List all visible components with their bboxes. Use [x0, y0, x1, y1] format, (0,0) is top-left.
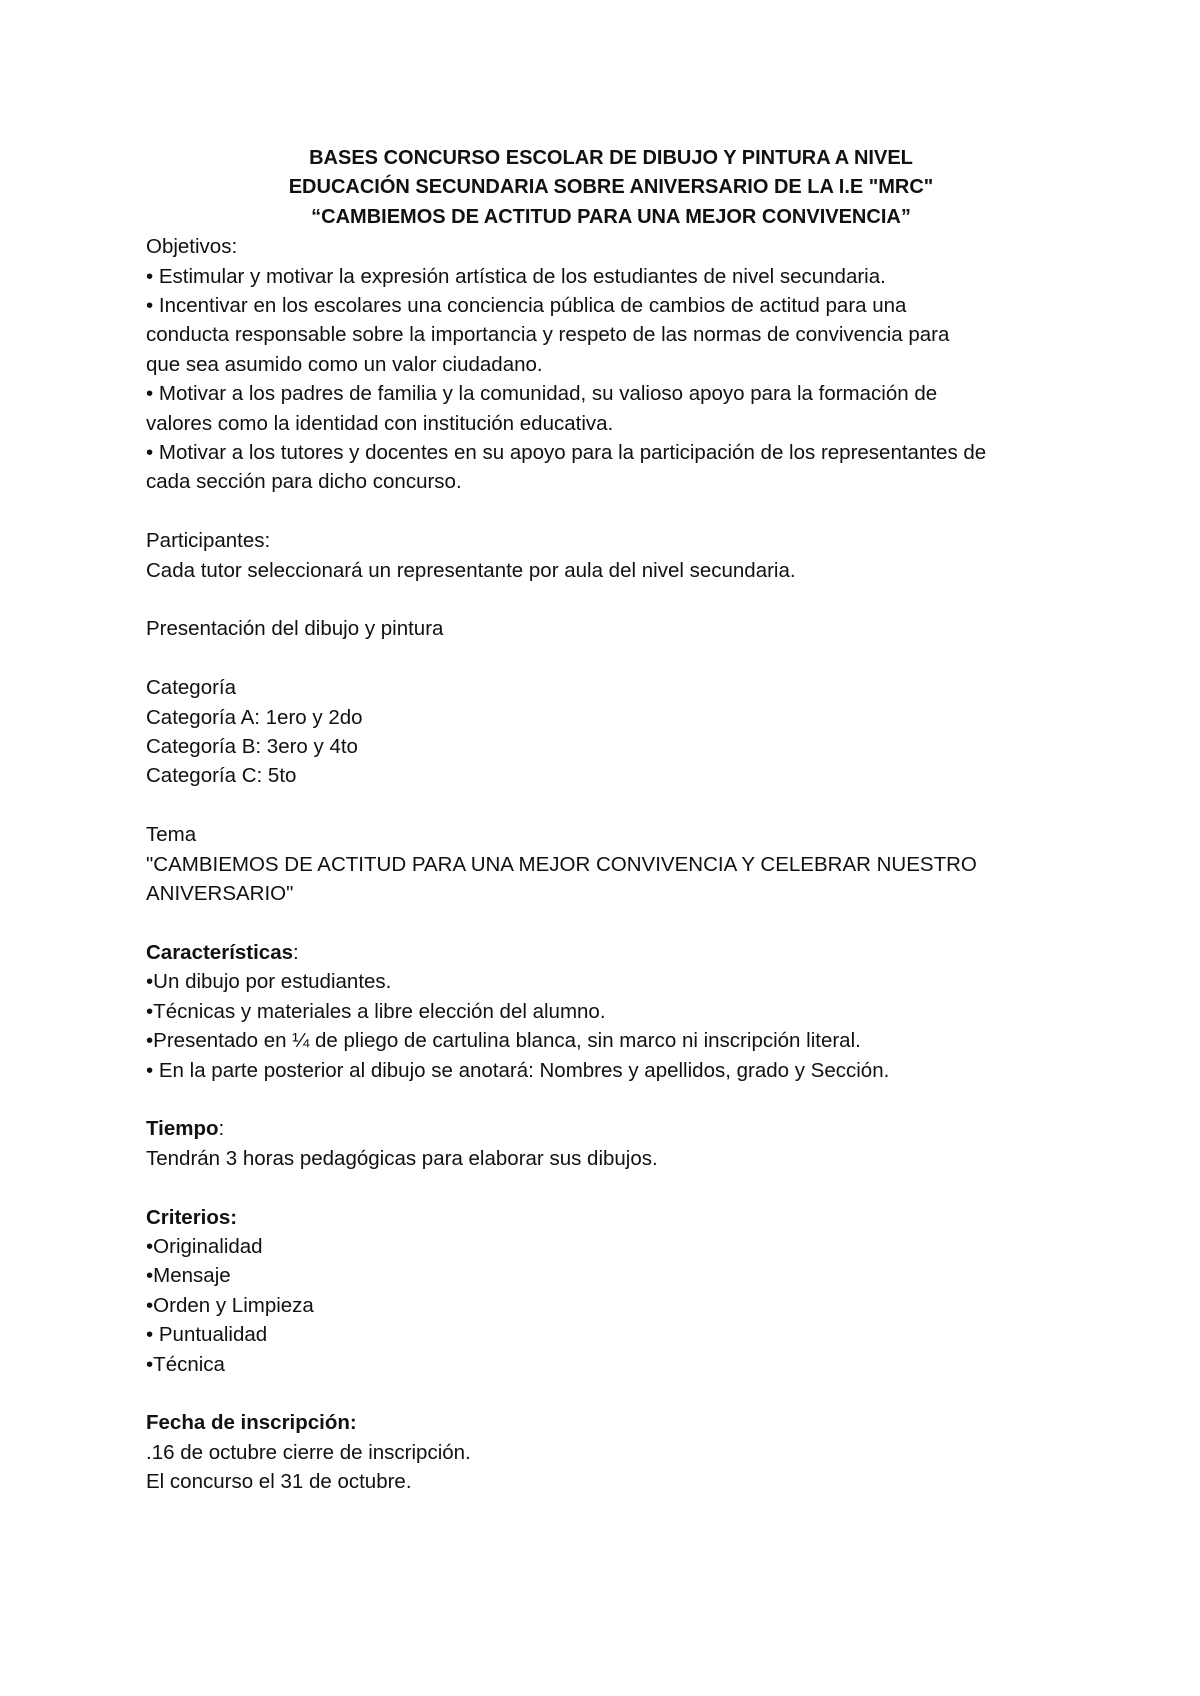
caracteristicas-item: •Presentado en ¼ de pliego de cartulina blanca, sin marco ni inscripción literal. [146, 1029, 861, 1053]
title-line-3: “CAMBIEMOS DE ACTITUD PARA UNA MEJOR CONVIVENCIA” [311, 205, 911, 228]
caracteristicas-heading-line [146, 938, 1076, 967]
tiempo-section [146, 1114, 1076, 1173]
caracteristicas-item: • En la parte posterior al dibujo se anotará: Nombres y apellidos, grado y Sección. [146, 1058, 890, 1082]
criterios-item: •Técnica [146, 1352, 225, 1376]
participantes-text: Cada tutor seleccionará un representante por aula del nivel secundaria. [146, 558, 796, 582]
fecha-line: .16 de octubre cierre de inscripción. [146, 1440, 471, 1464]
tema-line: ANIVERSARIO" [146, 882, 294, 906]
objetivos-section [146, 232, 1076, 497]
criterios-item: •Orden y Limpieza [146, 1293, 314, 1317]
participantes-heading: Participantes: [146, 529, 271, 553]
objetivos-line: valores como la identidad con institución educativa. [146, 411, 614, 435]
criterios-item: • Puntualidad [146, 1323, 268, 1347]
presentacion-section [146, 614, 1076, 643]
categoria-section [146, 673, 1076, 791]
fecha-line: El concurso el 31 de octubre. [146, 1470, 412, 1494]
fecha-section [146, 1408, 1076, 1496]
caracteristicas-colon: : [293, 940, 299, 964]
objetivos-line: • Motivar a los padres de familia y la comunidad, su valioso apoyo para la formación de [146, 382, 938, 406]
document-body [146, 144, 1076, 1497]
objetivos-line: • Incentivar en los escolares una conciencia pública de cambios de actitud para una [146, 294, 907, 318]
objetivos-heading: Objetivos: [146, 235, 238, 259]
tema-line: "CAMBIEMOS DE ACTITUD PARA UNA MEJOR CONVIVENCIA Y CELEBRAR NUESTRO [146, 852, 977, 876]
objetivos-line: que sea asumido como un valor ciudadano. [146, 352, 543, 376]
objetivos-line: conducta responsable sobre la importancia y respeto de las normas de convivencia para [146, 323, 950, 347]
tiempo-text: Tendrán 3 horas pedagógicas para elaborar sus dibujos. [146, 1146, 658, 1170]
caracteristicas-item: •Técnicas y materiales a libre elección del alumno. [146, 999, 606, 1023]
spacer [146, 644, 1076, 673]
title-line-1: BASES CONCURSO ESCOLAR DE DIBUJO Y PINTURA A NIVEL [309, 147, 913, 169]
tiempo-heading: Tiempo [146, 1117, 219, 1141]
tema-section [146, 820, 1076, 908]
tema-heading: Tema [146, 823, 197, 847]
spacer [146, 1173, 1076, 1202]
participantes-section [146, 526, 1076, 585]
spacer [146, 791, 1076, 820]
presentacion-heading: Presentación del dibujo y pintura [146, 617, 444, 641]
spacer [146, 909, 1076, 938]
tiempo-heading-line [146, 1114, 1076, 1143]
document-title [146, 144, 1076, 232]
caracteristicas-heading: Características [146, 940, 294, 964]
criterios-item: •Mensaje [146, 1264, 231, 1288]
spacer [146, 497, 1076, 526]
categoria-item: Categoría C: 5to [146, 764, 297, 788]
spacer [146, 1379, 1076, 1408]
objetivos-line: cada sección para dicho concurso. [146, 470, 462, 494]
caracteristicas-section [146, 938, 1076, 1085]
fecha-heading: Fecha de inscripción: [146, 1411, 357, 1435]
spacer [146, 585, 1076, 614]
categoria-item: Categoría A: 1ero y 2do [146, 705, 363, 729]
caracteristicas-item: •Un dibujo por estudiantes. [146, 970, 392, 994]
criterios-item: •Originalidad [146, 1234, 263, 1258]
objetivos-line: • Motivar a los tutores y docentes en su apoyo para la participación de los representantes de [146, 441, 987, 465]
tiempo-colon: : [218, 1117, 225, 1141]
title-line-2: EDUCACIÓN SECUNDARIA SOBRE ANIVERSARIO DE LA I.E "MRC" [288, 176, 934, 199]
categoria-heading: Categoría [146, 676, 237, 700]
spacer [146, 1085, 1076, 1114]
criterios-section [146, 1203, 1076, 1379]
criterios-heading: Criterios: [146, 1205, 238, 1229]
categoria-item: Categoría B: 3ero y 4to [146, 735, 358, 759]
objetivos-line: • Estimular y motivar la expresión artística de los estudiantes de nivel secundaria. [146, 264, 886, 288]
